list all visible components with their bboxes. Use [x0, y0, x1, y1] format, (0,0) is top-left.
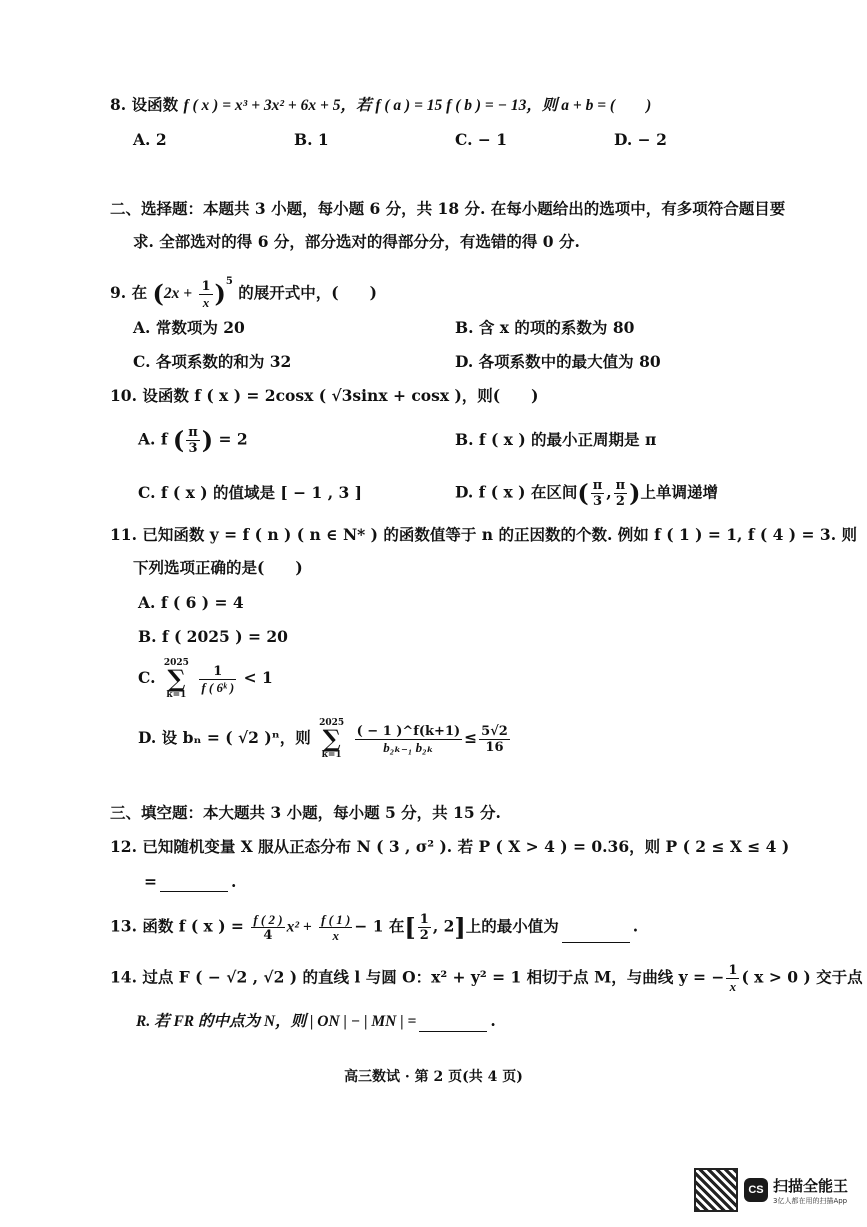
q10-option-a: A. f ( $\frac{\pi}{3}$ ) = 2: [138, 425, 248, 456]
q14-stem: 14. 过点 F ( − √2 , √2 ) 的直线 l 与圆 O：x² + y² = 1 相切于点 M，与曲线 y = − $\frac{1}{x}$ ( x > 0 ) 交于点: [110, 963, 863, 994]
q13-answer-blank[interactable]: [562, 928, 630, 943]
q9-stem: 9. 在 (2x + $\frac{1}{x}$ )$^5$ 的展开式中，( ): [110, 276, 377, 310]
q11-c-summation: 2025 ∑ k=1: [163, 658, 189, 700]
q11-option-b: B. f ( 2025 ) = 20: [138, 627, 288, 646]
q11-option-a: A. f ( 6 ) = 4: [138, 593, 244, 612]
q11-stem-cont: 下列选项正确的是( ): [133, 558, 303, 577]
q11-d-summation: 2025 ∑ k=1: [319, 718, 345, 760]
q9-option-c: C. 各项系数的和为 32: [133, 352, 292, 371]
q9-option-a: A. 常数项为 20: [133, 318, 245, 337]
q10-option-c: C. f ( x ) 的值域是 [ − 1 , 3 ]: [138, 483, 363, 502]
q8-option-d: D. − 2: [614, 130, 667, 149]
q13-stem: 13. 函数 f ( x ) = $\frac{f ( 2 )}{4}$ x² + $\frac{f ( 1 )}{x}$ − 1 在[ $\frac{1}{2}$ , 2]上的最小值为 .: [110, 912, 639, 943]
watermark-subtitle: 3亿人都在用的扫描App: [773, 1196, 848, 1205]
qr-code-icon: [694, 1168, 738, 1212]
q10-option-b: B. f ( x ) 的最小正周期是 π: [455, 430, 657, 449]
page-footer: 高三数试 · 第 2 页(共 4 页): [344, 1069, 523, 1085]
q9-frac: $\frac{1}{x}$: [201, 278, 211, 310]
section2-heading-cont: 求. 全部选对的得 6 分，部分选对的得部分分，有选错的得 0 分.: [133, 232, 580, 251]
q8-option-a: A. 2: [133, 130, 167, 149]
q10-stem: 10. 设函数 f ( x ) = 2cosx ( √3sinx + cosx )，则( ): [110, 386, 539, 405]
q8-stem-a: 8. 设函数: [110, 95, 179, 114]
q8-stem: [110, 95, 651, 116]
q12-answer-blank[interactable]: [160, 877, 228, 892]
q12-stem: 12. 已知随机变量 X 服从正态分布 N ( 3 , σ² ). 若 P ( X > 4 ) = 0.36，则 P ( 2 ≤ X ≤ 4 ): [110, 837, 790, 856]
q9-power: 5: [225, 276, 233, 287]
q11-option-c: C. 2025 ∑ k=1 $\frac{1}{\text{f ( 6ᵏ )}}$ < 1: [138, 658, 273, 700]
q12-answer-line: = .: [144, 872, 237, 891]
q8-option-b: B. 1: [294, 130, 329, 149]
q9-num: 9. 在: [110, 283, 148, 302]
section2-heading: 二、选择题：本题共 3 小题，每小题 6 分，共 18 分. 在每小题给出的选项中，有多项符合题目要: [110, 199, 786, 218]
q9-expr: 2x +: [163, 285, 193, 302]
section3-heading: 三、填空题：本大题共 3 小题，每小题 5 分，共 15 分.: [110, 803, 501, 822]
q10-option-d: D. f ( x ) 在区间( $\frac{\pi}{3}$ , $\frac{\pi}{2}$ )上单调递增: [455, 478, 719, 509]
q14-answer-blank[interactable]: [419, 1017, 487, 1032]
q9-option-b: B. 含 x 的项的系数为 80: [455, 318, 635, 337]
q8-option-c: C. − 1: [455, 130, 508, 149]
q14-stem-cont: R. 若 FR 的中点为 N，则 | ON | − | MN | = .: [136, 1011, 496, 1030]
camscanner-logo: CS: [744, 1178, 768, 1202]
watermark-title: 扫描全能王: [773, 1176, 849, 1195]
q11-option-d: D. 设 bₙ = ( √2 )ⁿ，则 2025 ∑ k=1 $\frac{( - 1 )\^{}f(k+1)}{\text{b₂ₖ₋₁ b₂ₖ}}$ ≤ $\frac{5√2}{16}$: [138, 718, 508, 760]
q9-tail: 的展开式中，( ): [238, 283, 377, 302]
scanner-watermark: [694, 1168, 848, 1212]
q11-stem: 11. 已知函数 y = f ( n ) ( n ∈ N* ) 的函数值等于 n 的正因数的个数. 例如 f ( 1 ) = 1, f ( 4 ) = 3. 则: [110, 525, 857, 544]
q9-option-d: D. 各项系数中的最大值为 80: [455, 352, 661, 371]
q8-stem-b: f ( x ) = x³ + 3x² + 6x + 5，若 f ( a ) = 15 f ( b ) = − 13，则 a + b = ( ): [183, 97, 652, 114]
